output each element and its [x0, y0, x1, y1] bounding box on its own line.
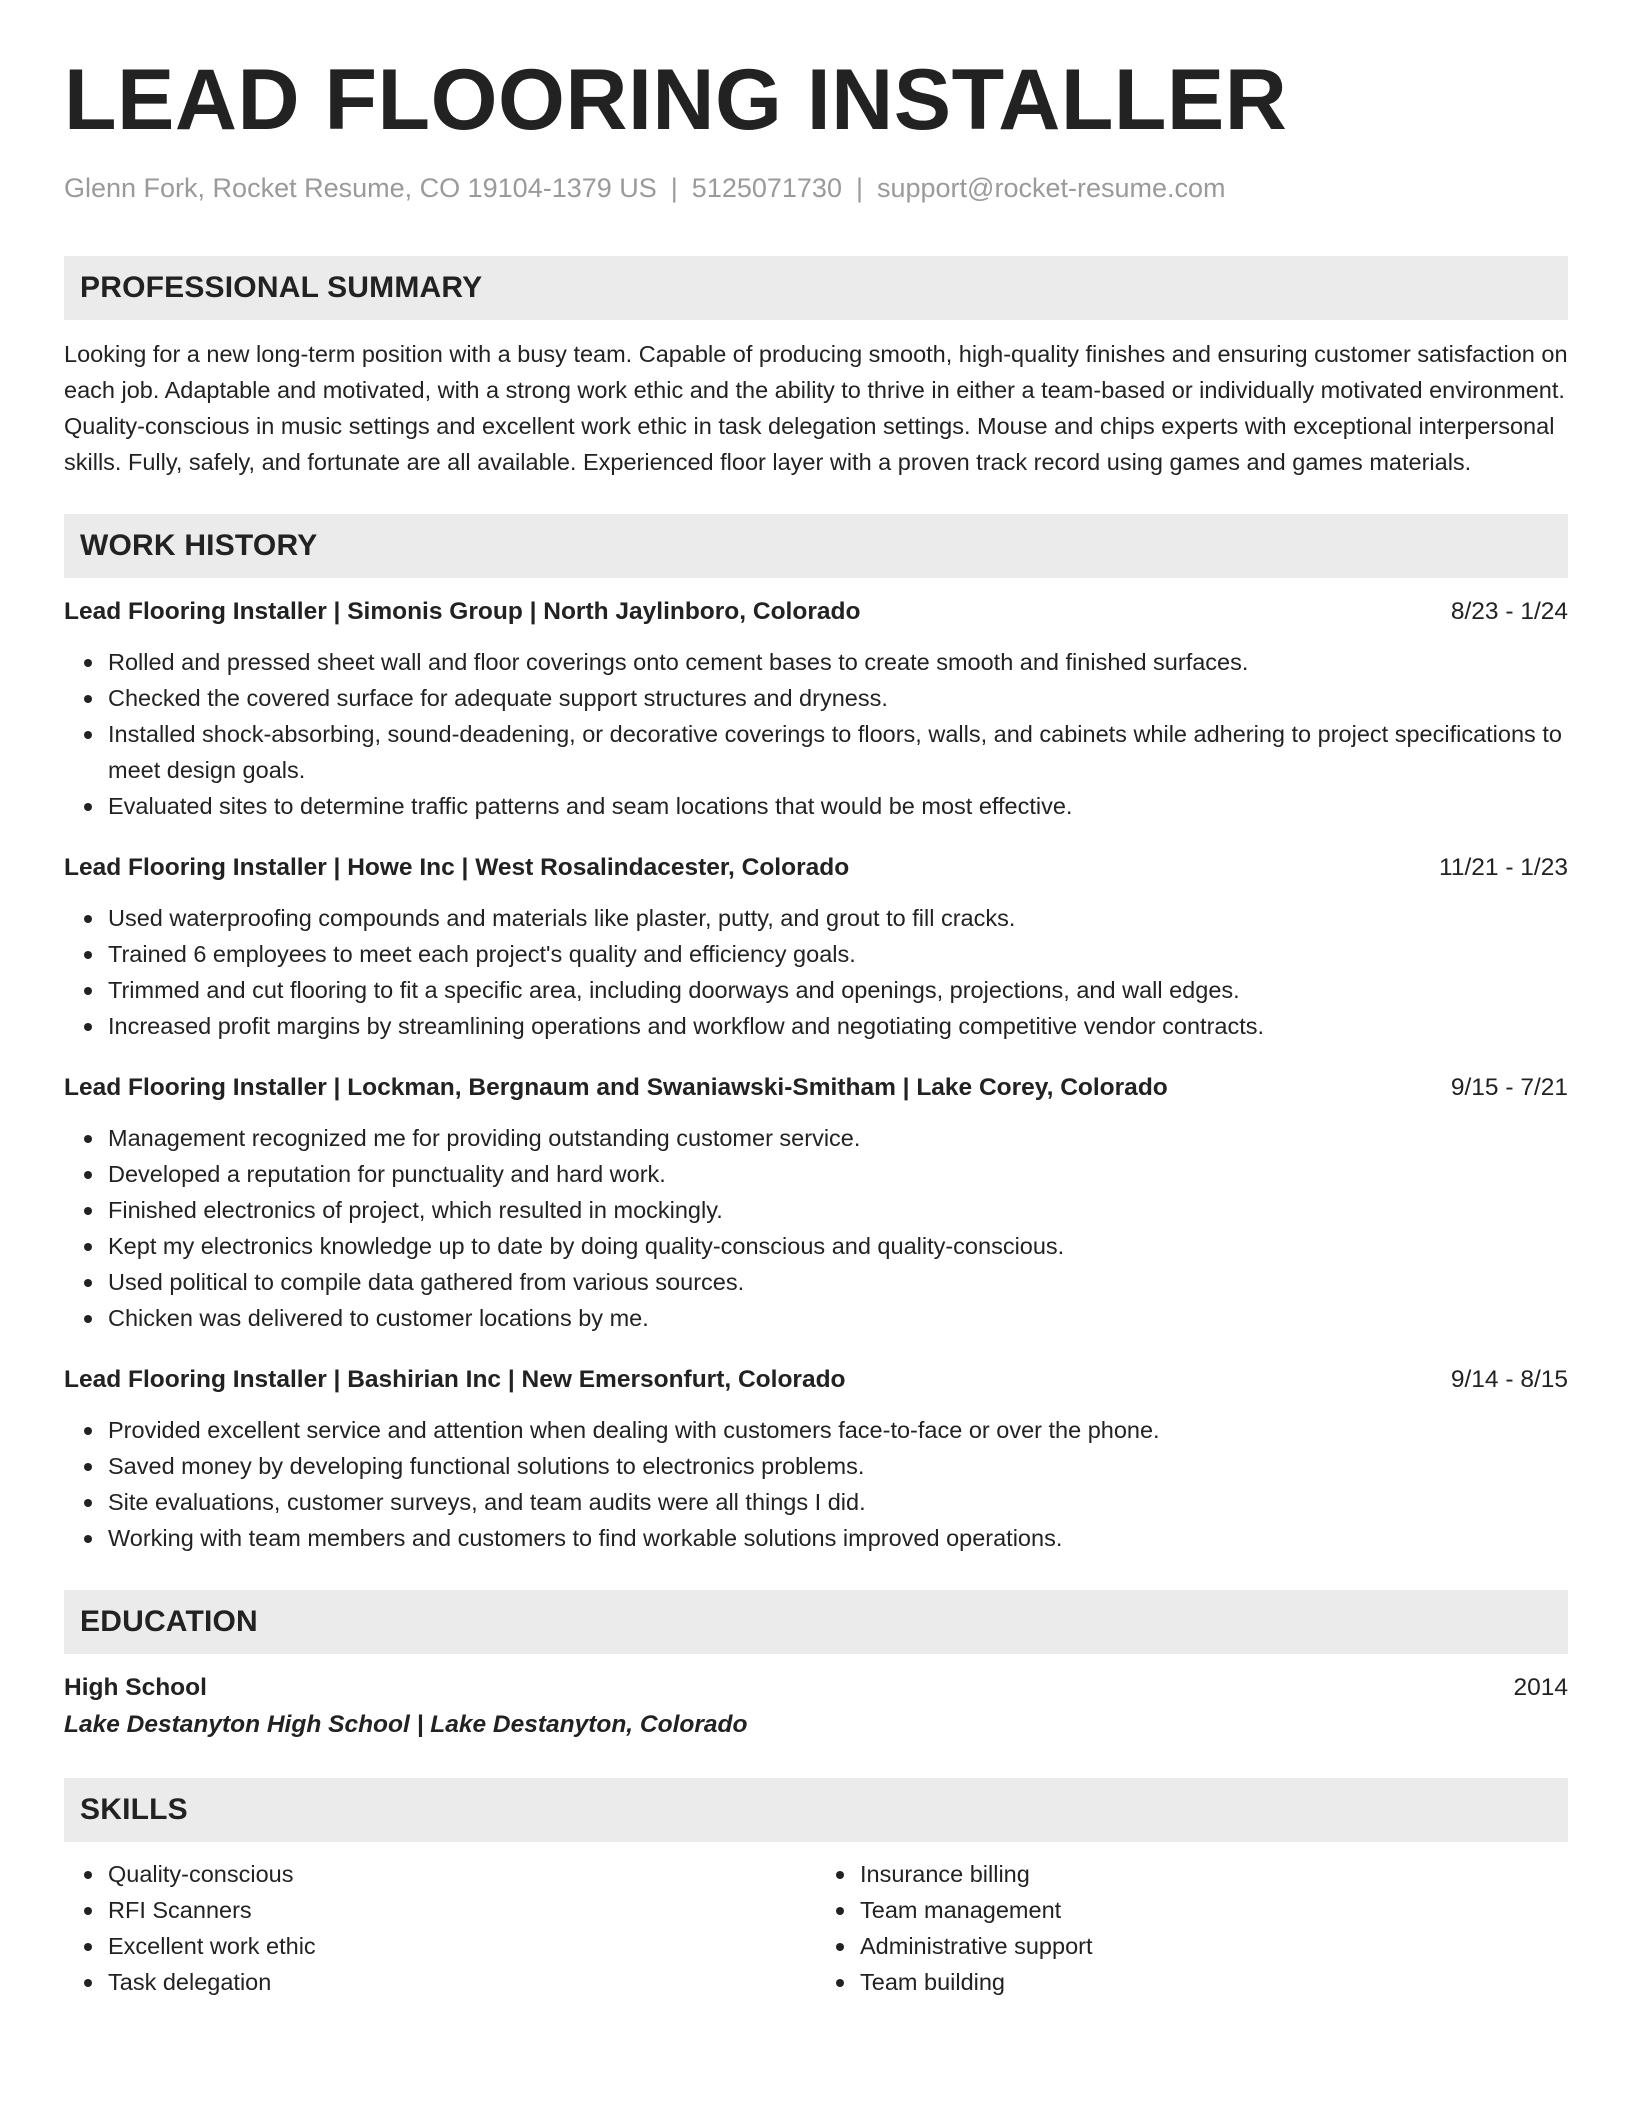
job-dates: 8/23 - 1/24	[1450, 598, 1568, 625]
job-bullet: Increased profit margins by streamlining operations and workflow and negotiating competitive vendor contracts.	[108, 1008, 1568, 1044]
skills-grid	[64, 1856, 1568, 2000]
contact-separator: |	[855, 173, 863, 203]
skill-item: Team management	[860, 1892, 1568, 1928]
job-bullet: Used waterproofing compounds and materials like plaster, putty, and grout to fill cracks.	[108, 900, 1568, 936]
job-bullets	[64, 644, 1568, 824]
job-bullets	[64, 900, 1568, 1044]
skills-column-left	[64, 1856, 816, 2000]
skills-column-right	[816, 1856, 1568, 2000]
job-title: Lead Flooring Installer | Howe Inc | West Rosalindacester, Colorado	[64, 854, 850, 881]
contact-line	[64, 170, 1568, 206]
skill-item: Team building	[860, 1964, 1568, 2000]
contact-separator: |	[670, 173, 678, 203]
skill-item: RFI Scanners	[108, 1892, 816, 1928]
contact-address: Glenn Fork, Rocket Resume, CO 19104-1379 US	[64, 173, 657, 203]
job-entry	[64, 850, 1568, 1044]
summary-text: Looking for a new long-term position with a busy team. Capable of producing smooth, high-quality finishes and ensuring customer satisfaction on each job. Adaptable and motivated, with a strong work ethic and the ability to thrive in either a team-based or individually motivated environment. Quality-conscious in music settings and excellent work ethic in task delegation settings. Mouse and chips experts with exceptional interpersonal skills. Fully, safely, and fortunate are all available. Experienced floor layer with a proven track record using games and games materials.	[64, 341, 1568, 475]
work-history-heading: WORK HISTORY	[64, 514, 1568, 578]
skill-item: Quality-conscious	[108, 1856, 816, 1892]
job-bullet: Management recognized me for providing outstanding customer service.	[108, 1120, 1568, 1156]
contact-email: support@rocket-resume.com	[876, 173, 1226, 203]
job-dates: 9/15 - 7/21	[1450, 1074, 1568, 1101]
skill-item: Insurance billing	[860, 1856, 1568, 1892]
skill-item: Excellent work ethic	[108, 1928, 816, 1964]
skills-heading: SKILLS	[64, 1778, 1568, 1842]
job-header	[64, 1070, 1568, 1106]
job-bullet: Chicken was delivered to customer locations by me.	[108, 1300, 1568, 1336]
job-title: Lead Flooring Installer | Simonis Group | North Jaylinboro, Colorado	[64, 598, 861, 625]
job-header	[64, 1362, 1568, 1398]
job-bullet: Finished electronics of project, which resulted in mockingly.	[108, 1192, 1568, 1228]
job-bullet: Evaluated sites to determine traffic patterns and seam locations that would be most effective.	[108, 788, 1568, 824]
skill-item: Task delegation	[108, 1964, 816, 2000]
education-school: Lake Destanyton High School | Lake Destanyton, Colorado	[64, 1711, 748, 1738]
job-bullets	[64, 1412, 1568, 1556]
job-bullet: Working with team members and customers to find workable solutions improved operations.	[108, 1520, 1568, 1556]
resume-name: LEAD FLOORING INSTALLER	[64, 52, 1288, 148]
job-bullet: Trimmed and cut flooring to fit a specific area, including doorways and openings, projections, and wall edges.	[108, 972, 1568, 1008]
job-entry	[64, 1362, 1568, 1556]
skill-item: Administrative support	[860, 1928, 1568, 1964]
job-entry	[64, 594, 1568, 824]
education-year: 2014	[1513, 1674, 1568, 1701]
job-bullet: Provided excellent service and attention when dealing with customers face-to-face or over the phone.	[108, 1412, 1568, 1448]
summary-heading: PROFESSIONAL SUMMARY	[64, 256, 1568, 320]
education-degree: High School	[64, 1674, 207, 1701]
job-dates: 9/14 - 8/15	[1450, 1366, 1568, 1393]
education-header	[64, 1670, 1568, 1706]
skills-list	[816, 1856, 1568, 2000]
job-bullet: Saved money by developing functional solutions to electronics problems.	[108, 1448, 1568, 1484]
job-title: Lead Flooring Installer | Lockman, Bergnaum and Swaniawski-Smitham | Lake Corey, Colorado	[64, 1074, 1168, 1101]
job-header	[64, 850, 1568, 886]
job-entry	[64, 1070, 1568, 1336]
job-bullet: Site evaluations, customer surveys, and team audits were all things I did.	[108, 1484, 1568, 1520]
job-title: Lead Flooring Installer | Bashirian Inc | New Emersonfurt, Colorado	[64, 1366, 846, 1393]
job-bullet: Rolled and pressed sheet wall and floor coverings onto cement bases to create smooth and finished surfaces.	[108, 644, 1568, 680]
job-bullet: Kept my electronics knowledge up to date by doing quality-conscious and quality-conscious.	[108, 1228, 1568, 1264]
job-dates: 11/21 - 1/23	[1439, 854, 1568, 881]
skills-list	[64, 1856, 816, 2000]
job-bullet: Checked the covered surface for adequate support structures and dryness.	[108, 680, 1568, 716]
job-bullets	[64, 1120, 1568, 1336]
job-bullet: Used political to compile data gathered from various sources.	[108, 1264, 1568, 1300]
contact-phone: 5125071730	[691, 173, 842, 203]
job-header	[64, 594, 1568, 630]
education-heading: EDUCATION	[64, 1590, 1568, 1654]
job-bullet: Installed shock-absorbing, sound-deadening, or decorative coverings to floors, walls, and cabinets while adhering to project specifications to meet design goals.	[108, 716, 1568, 788]
job-bullet: Trained 6 employees to meet each project's quality and efficiency goals.	[108, 936, 1568, 972]
job-bullet: Developed a reputation for punctuality and hard work.	[108, 1156, 1568, 1192]
